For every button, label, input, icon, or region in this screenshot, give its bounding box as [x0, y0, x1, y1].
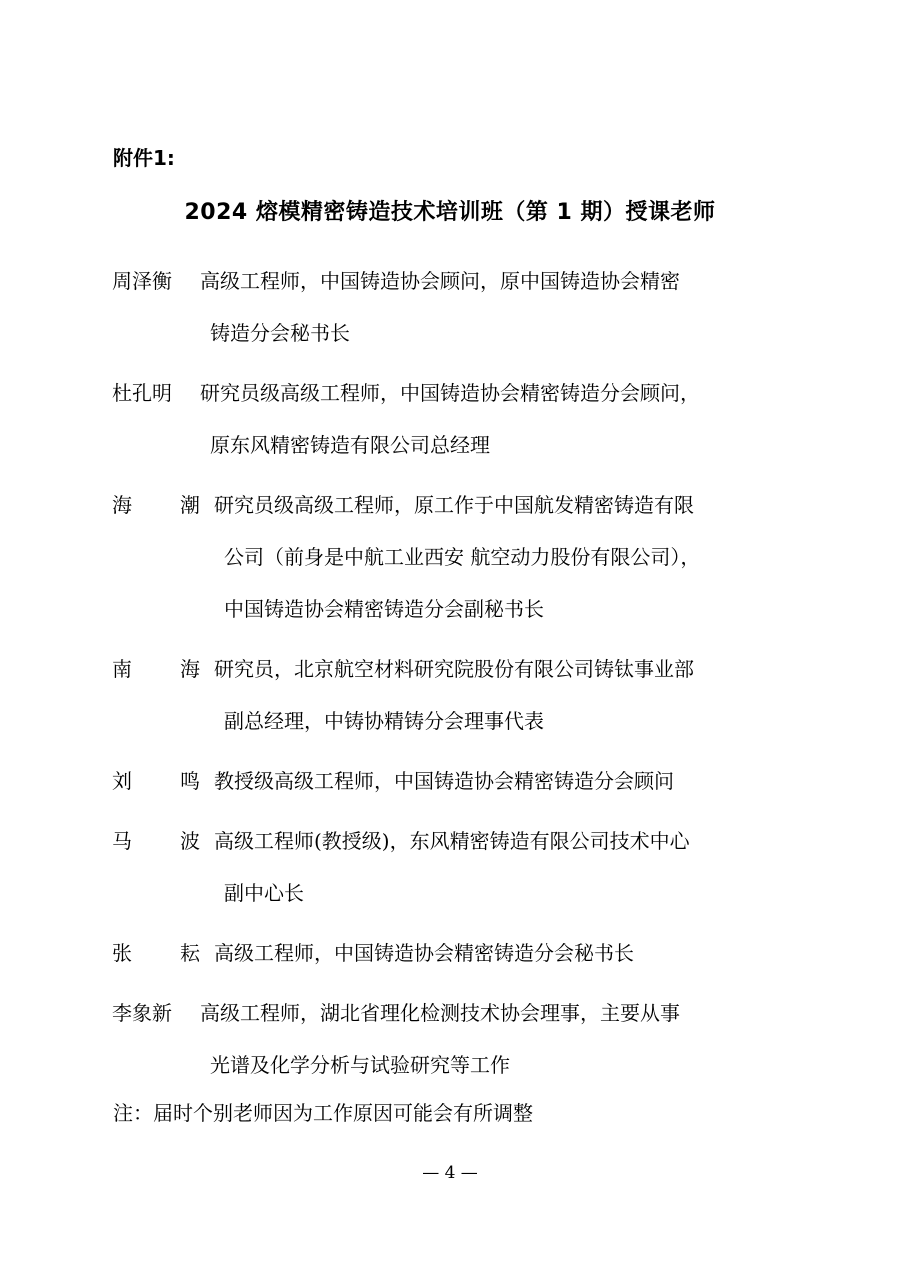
teacher-name-part: 周泽衡 [112, 269, 172, 293]
teacher-name-part: 波 [180, 829, 200, 853]
teacher-description [200, 367, 792, 471]
teacher-description-line: 研究员，北京航空材料研究院股份有限公司铸钛事业部 [214, 657, 694, 681]
page-number: — 4 — [422, 1163, 478, 1183]
teacher-description [214, 815, 802, 919]
teacher-row [112, 367, 802, 471]
teacher-description-line: 教授级高级工程师，中国铸造协会精密铸造分会顾问 [214, 769, 674, 793]
teacher-row [112, 643, 802, 747]
teacher-name-part: 海 [180, 657, 200, 681]
teacher-name [112, 755, 214, 807]
teacher-name [112, 367, 200, 419]
teacher-row [112, 987, 802, 1091]
teacher-name [112, 815, 214, 867]
teacher-name-part: 张 [112, 941, 132, 965]
teacher-description-line: 高级工程师，中国铸造协会顾问，原中国铸造协会精密 [200, 269, 680, 293]
teacher-list [112, 255, 802, 1099]
teacher-name-part: 耘 [180, 941, 200, 965]
teacher-row [112, 815, 802, 919]
teacher-description-line: 原东风精密铸造有限公司总经理 [210, 433, 490, 457]
teacher-description-line: 中国铸造协会精密铸造分会副秘书长 [224, 597, 544, 621]
teacher-description-line: 研究员级高级工程师，原工作于中国航发精密铸造有限 [214, 493, 694, 517]
teacher-name [112, 479, 214, 531]
teacher-description-line: 高级工程师，中国铸造协会精密铸造分会秘书长 [214, 941, 634, 965]
teacher-row [112, 255, 802, 359]
teacher-description-line: 副总经理，中铸协精铸分会理事代表 [224, 709, 544, 733]
teacher-description [214, 755, 802, 807]
teacher-description [200, 255, 792, 359]
teacher-description-line: 铸造分会秘书长 [210, 321, 350, 345]
teacher-row [112, 479, 802, 635]
teacher-description [200, 987, 792, 1091]
document-title: 2024 熔模精密铸造技术培训班（第 1 期）授课老师 [184, 200, 716, 225]
teacher-name [112, 255, 200, 307]
teacher-name [112, 927, 214, 979]
teacher-row [112, 927, 802, 979]
teacher-description-line: 高级工程师(教授级)，东风精密铸造有限公司技术中心 [214, 829, 690, 853]
teacher-row [112, 755, 802, 807]
teacher-name-part: 刘 [112, 769, 132, 793]
teacher-description [214, 927, 802, 979]
teacher-description-line: 高级工程师，湖北省理化检测技术协会理事，主要从事 [200, 1001, 680, 1025]
teacher-description-line: 公司（前身是中航工业西安 航空动力股份有限公司）， [224, 545, 701, 569]
note-text: 注：届时个别老师因为工作原因可能会有所调整 [113, 1101, 533, 1125]
teacher-description-line: 研究员级高级工程师，中国铸造协会精密铸造分会顾问， [200, 381, 700, 405]
teacher-name-part: 潮 [180, 493, 200, 517]
teacher-description [214, 479, 802, 635]
teacher-name [112, 643, 214, 695]
teacher-name [112, 987, 200, 1039]
teacher-description-line: 光谱及化学分析与试验研究等工作 [210, 1053, 510, 1077]
teacher-name-part: 鸣 [180, 769, 200, 793]
teacher-description-line: 副中心长 [224, 881, 304, 905]
teacher-name-part: 南 [112, 657, 132, 681]
teacher-name-part: 李象新 [112, 1001, 172, 1025]
teacher-name-part: 马 [112, 829, 132, 853]
teacher-name-part: 海 [112, 493, 132, 517]
teacher-name-part: 杜孔明 [112, 381, 172, 405]
teacher-description [214, 643, 802, 747]
annex-label: 附件1: [113, 146, 175, 170]
